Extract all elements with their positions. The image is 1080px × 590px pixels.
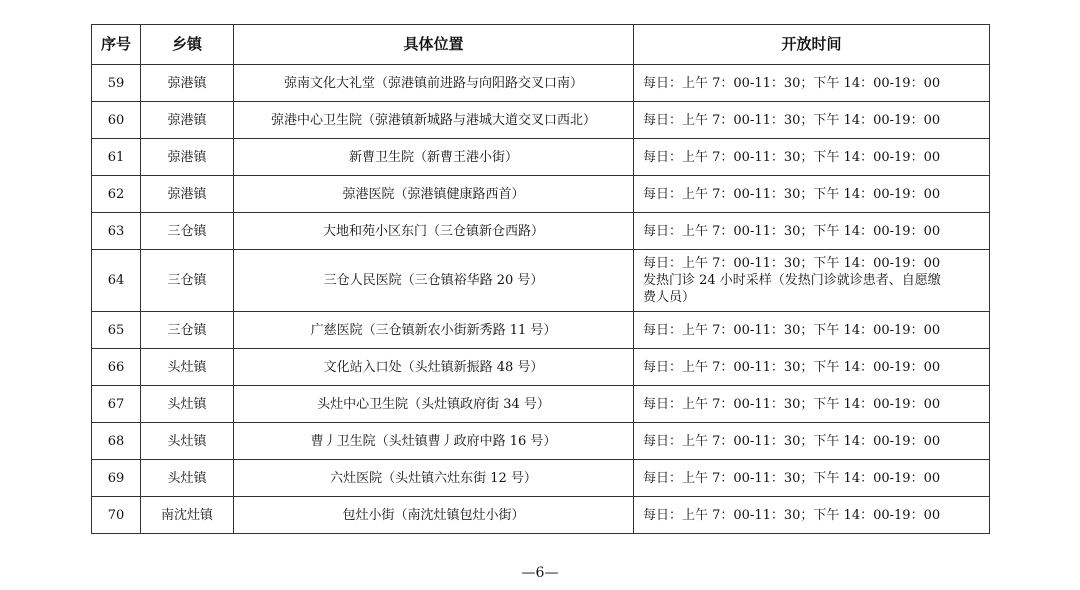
cell-town: 三仓镇 (141, 312, 234, 349)
cell-hours (634, 386, 990, 423)
hours-line: 每日：上午 7：00-11：30；下午 14：00-19：00 (643, 507, 941, 523)
cell-number: 61 (92, 139, 141, 176)
cell-number: 65 (92, 312, 141, 349)
testing-sites-table (91, 24, 990, 534)
page-number: —6— (521, 565, 559, 581)
header-number: 序号 (92, 25, 141, 65)
cell-number: 69 (92, 460, 141, 497)
cell-hours (634, 139, 990, 176)
hours-line: 每日：上午 7：00-11：30；下午 14：00-19：00 (643, 433, 941, 449)
cell-number: 62 (92, 176, 141, 213)
cell-location: 弶港中心卫生院（弶港镇新城路与港城大道交叉口西北） (234, 102, 634, 139)
table-row (92, 176, 990, 213)
cell-location: 头灶中心卫生院（头灶镇政府街 34 号） (234, 386, 634, 423)
hours-line: 每日：上午 7：00-11：30；下午 14：00-19：00 (643, 396, 941, 412)
cell-hours (634, 176, 990, 213)
hours-line: 每日：上午 7：00-11：30；下午 14：00-19：00 (643, 149, 941, 165)
cell-location: 弶港医院（弶港镇健康路西首） (234, 176, 634, 213)
cell-location: 广慈医院（三仓镇新农小街新秀路 11 号） (234, 312, 634, 349)
cell-location: 六灶医院（头灶镇六灶东街 12 号） (234, 460, 634, 497)
hours-line: 每日：上午 7：00-11：30；下午 14：00-19：00 (643, 322, 941, 338)
cell-location: 新曹卫生院（新曹王港小街） (234, 139, 634, 176)
cell-number: 68 (92, 423, 141, 460)
cell-location: 包灶小街（南沈灶镇包灶小街） (234, 497, 634, 534)
cell-town: 弶港镇 (141, 139, 234, 176)
table-row (92, 139, 990, 176)
hours-line: 费人员） (643, 290, 696, 305)
cell-town: 头灶镇 (141, 386, 234, 423)
cell-number: 70 (92, 497, 141, 534)
table-header-row (92, 25, 990, 65)
cell-hours (634, 213, 990, 250)
cell-town: 弶港镇 (141, 102, 234, 139)
table-row (92, 386, 990, 423)
cell-number: 66 (92, 349, 141, 386)
table-row (92, 423, 990, 460)
cell-hours (634, 250, 990, 312)
cell-hours (634, 423, 990, 460)
cell-number: 59 (92, 65, 141, 102)
cell-location: 弶南文化大礼堂（弶港镇前进路与向阳路交叉口南） (234, 65, 634, 102)
hours-line: 每日：上午 7：00-11：30；下午 14：00-19：00 (643, 470, 941, 486)
cell-number: 67 (92, 386, 141, 423)
cell-town: 弶港镇 (141, 65, 234, 102)
cell-number: 63 (92, 213, 141, 250)
cell-number: 64 (92, 250, 141, 312)
hours-line: 每日：上午 7：00-11：30；下午 14：00-19：00 (643, 256, 941, 271)
cell-hours (634, 65, 990, 102)
cell-hours (634, 497, 990, 534)
table-row (92, 312, 990, 349)
header-hours: 开放时间 (634, 25, 990, 65)
table-row (92, 102, 990, 139)
cell-hours (634, 460, 990, 497)
cell-hours (634, 312, 990, 349)
cell-location: 曹丿卫生院（头灶镇曹丿政府中路 16 号） (234, 423, 634, 460)
table-body (92, 65, 990, 534)
table-row (92, 349, 990, 386)
cell-town: 弶港镇 (141, 176, 234, 213)
header-location: 具体位置 (234, 25, 634, 65)
cell-town: 头灶镇 (141, 423, 234, 460)
cell-town: 三仓镇 (141, 250, 234, 312)
hours-line: 每日：上午 7：00-11：30；下午 14：00-19：00 (643, 359, 941, 375)
hours-line: 每日：上午 7：00-11：30；下午 14：00-19：00 (643, 112, 941, 128)
cell-location: 三仓人民医院（三仓镇裕华路 20 号） (234, 250, 634, 312)
cell-location: 文化站入口处（头灶镇新振路 48 号） (234, 349, 634, 386)
hours-line: 每日：上午 7：00-11：30；下午 14：00-19：00 (643, 186, 941, 202)
cell-town: 头灶镇 (141, 349, 234, 386)
table-row (92, 213, 990, 250)
hours-line: 每日：上午 7：00-11：30；下午 14：00-19：00 (643, 75, 941, 91)
cell-town: 头灶镇 (141, 460, 234, 497)
hours-line: 发热门诊 24 小时采样（发热门诊就诊患者、自愿缴 (643, 273, 941, 288)
header-town: 乡镇 (141, 25, 234, 65)
table-row (92, 65, 990, 102)
cell-location: 大地和苑小区东门（三仓镇新仓西路） (234, 213, 634, 250)
table-row (92, 497, 990, 534)
cell-town: 三仓镇 (141, 213, 234, 250)
table-row (92, 460, 990, 497)
cell-hours (634, 349, 990, 386)
cell-town: 南沈灶镇 (141, 497, 234, 534)
cell-hours (634, 102, 990, 139)
hours-line: 每日：上午 7：00-11：30；下午 14：00-19：00 (643, 223, 941, 239)
table-row (92, 250, 990, 312)
cell-number: 60 (92, 102, 141, 139)
